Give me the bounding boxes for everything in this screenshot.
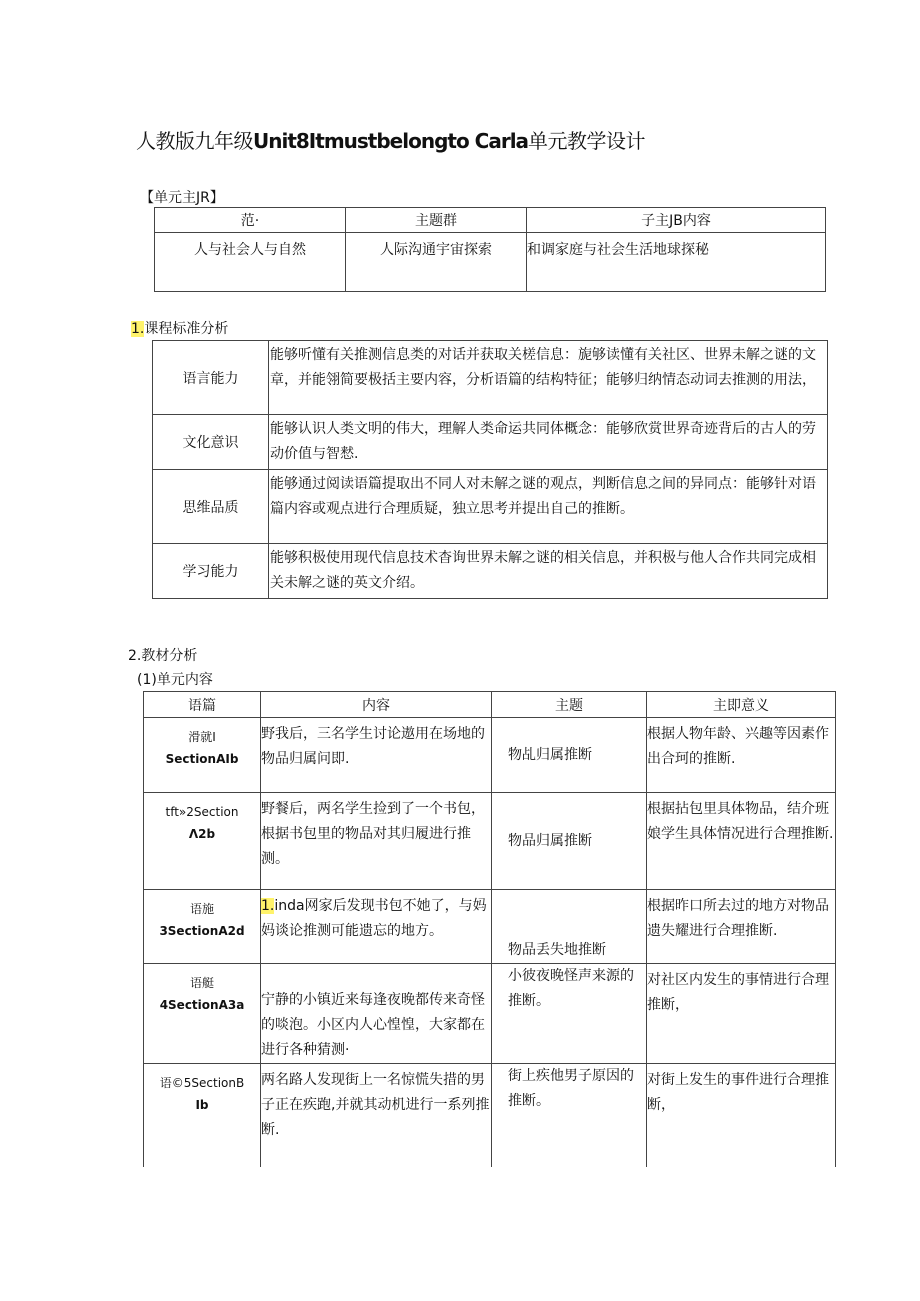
- section-line1: 滑就I: [188, 730, 216, 744]
- meaning-cell: 根据拈包里具体物品，结介班娘学生具体情况进行合理推断.: [647, 793, 836, 890]
- content-text: inda网家后发现书包不她了，与妈妈谈论推测可能遗忘的地方。: [261, 898, 487, 939]
- material-header: 主题: [492, 692, 647, 718]
- section-line1: 语艇: [189, 976, 214, 990]
- meaning-cell: 根据昨口所去过的地方对物品遗失耀进行合理推断.: [647, 890, 836, 964]
- section-line2: Λ2b: [188, 827, 216, 841]
- standards-value: 能够听懂有关推测信息类的对话并获取关槎信息：旎够读懂有关社区、世界未解之谜的文章，并能翎简要极括主要内容，分析语篇的结构特征；能够归纳情态动词去推测的用法，: [269, 341, 828, 415]
- standards-key: 语言能力: [153, 341, 269, 415]
- unit-theme-header: 范·: [155, 208, 346, 233]
- section-cell: [144, 793, 261, 890]
- section-line2: 3SectionA2d: [159, 924, 245, 938]
- section-line1: tft»2Section: [165, 805, 239, 819]
- material-header: 主即意义: [647, 692, 836, 718]
- material-label: 2.教材分析: [128, 648, 198, 664]
- standards-heading: [131, 318, 228, 338]
- unit-theme-header: 主题群: [346, 208, 527, 233]
- unit-theme-table: [154, 207, 826, 292]
- unit-theme-cell: 人与社会人与自然: [155, 233, 346, 292]
- section-cell: [144, 718, 261, 793]
- table-row: [144, 1064, 836, 1167]
- section-line2: 4SectionA3a: [159, 998, 245, 1012]
- table-row: [144, 890, 836, 964]
- standards-value: 能够认识人类文明的伟大，理解人类命运共同体概念：能够欣赏世界奇迹背后的古人的劳动价值与智慭.: [269, 415, 828, 470]
- title-prefix: 人教版九年级: [136, 129, 253, 153]
- section-line1: 语©5SectionB: [159, 1076, 245, 1090]
- theme-cell: 物品丢失地推断: [492, 890, 647, 964]
- content-cell: [261, 964, 492, 1064]
- content-text: 野餐后，两名学生捡到了一个书包，根据书包里的物品对其归履进行推测。: [261, 801, 485, 867]
- content-text: 宁静的小镇近来每逢夜晚都传来奇怪的啖泡。小区内人心惶惶，大家都在进行各种猜测·: [261, 992, 485, 1058]
- table-row: [144, 793, 836, 890]
- section-cell: [144, 1064, 261, 1167]
- content-cell: [261, 890, 492, 964]
- content-cell: [261, 718, 492, 793]
- section-line2: SectionAIb: [165, 752, 239, 766]
- content-cell: [261, 793, 492, 890]
- material-table: [143, 691, 836, 1167]
- standards-key: 思维品质: [153, 470, 269, 544]
- material-header: 内容: [261, 692, 492, 718]
- theme-cell: 小彼夜晚怪声来源的推断。: [492, 964, 647, 1064]
- title-suffix: 单元教学设计: [528, 129, 646, 153]
- meaning-cell: 对社区内发生的事情进行合理推断，: [647, 964, 836, 1064]
- standards-number: 1.: [131, 321, 145, 337]
- standards-label: 课程标准分析: [144, 321, 229, 337]
- content-cell: [261, 1064, 492, 1167]
- standards-value: 能够通过阅读语篇提取出不同人对未解之谜的观点，判断信息之间的异同点：能够针对语篇内容或观点进行合理质疑，独立思考并提出自己的推断。: [269, 470, 828, 544]
- section-line2: Ib: [195, 1098, 209, 1112]
- meaning-cell: 根据人物年龄、兴趣等因素作出合珂的推断.: [647, 718, 836, 793]
- title-bold: Unit8Itmustbelongto Carla: [253, 129, 529, 153]
- theme-cell: 物乩归属推断: [492, 718, 647, 793]
- material-header: 语篇: [144, 692, 261, 718]
- unit-theme-cell: 人际沟通宇宙探索: [346, 233, 527, 292]
- unit-theme-label: 【单元主JR】: [140, 190, 224, 206]
- section-line1: 语施: [189, 902, 214, 916]
- section-cell: [144, 890, 261, 964]
- section-cell: [144, 964, 261, 1064]
- standards-key: 文化意识: [153, 415, 269, 470]
- unit-theme-header: 子主JB内容: [527, 208, 826, 233]
- standards-table: [152, 340, 828, 599]
- meaning-cell: 对街上发生的事件进行合理推断，: [647, 1064, 836, 1167]
- theme-cell: 物品归属推断: [492, 793, 647, 890]
- content-highlight: 1.: [261, 898, 275, 914]
- table-row: [144, 718, 836, 793]
- document-title: [136, 125, 645, 154]
- content-text: 野我后，三名学生讨论遨用在场地的物品归属问即.: [261, 726, 485, 767]
- unit-theme-cell: 和调家庭与社会生活地球探秘: [527, 233, 826, 292]
- standards-key: 学习能力: [153, 544, 269, 599]
- material-sublabel: (1)单元内容: [137, 672, 213, 688]
- table-row: [144, 964, 836, 1064]
- content-text: 两名路人发现街上一名惊慌失措的男子正在疾跑,并就其动机进行一系列推断.: [261, 1072, 490, 1138]
- theme-cell: 街上疾他男子原因的推断。: [492, 1064, 647, 1167]
- standards-value: 能够积极使用现代信息技术杳询世界未解之谜的相关信息，并积极与他人合作共同完成相关未解之谜的英文介绍。: [269, 544, 828, 599]
